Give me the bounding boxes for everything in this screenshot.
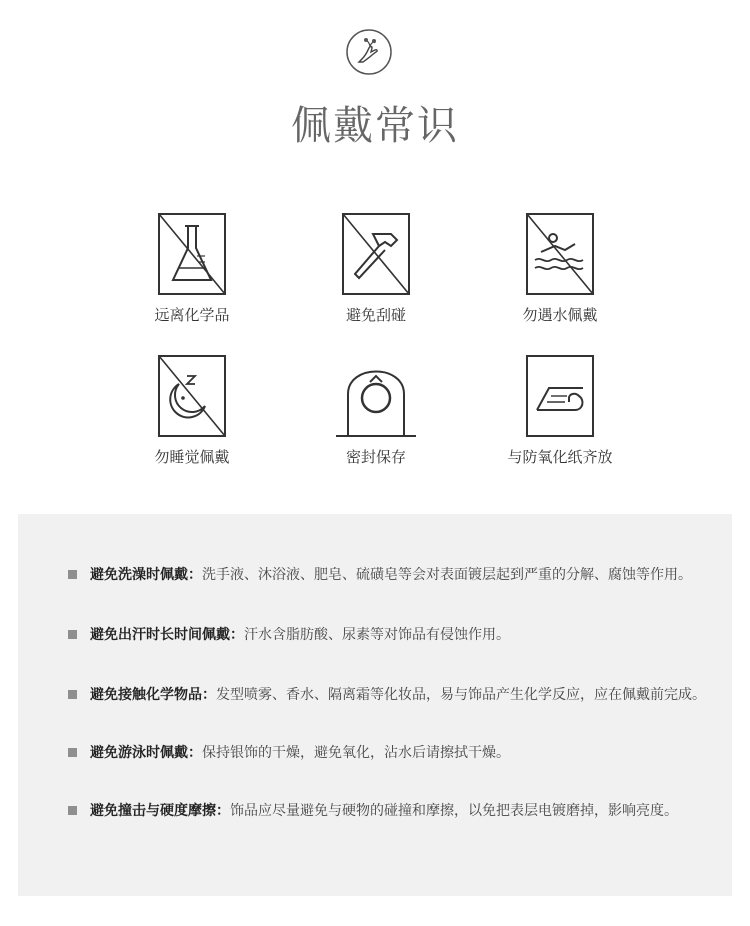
tip-no-sleeping xyxy=(112,354,272,474)
tip-no-water xyxy=(480,212,640,332)
note-heading: 避免出汗时长时间佩戴： xyxy=(90,627,244,643)
note-item xyxy=(68,684,718,706)
note-heading: 避免撞击与硬度摩擦： xyxy=(90,803,230,819)
note-body: 保持银饰的干燥，避免氧化，沾水后请擦拭干燥。 xyxy=(202,745,510,761)
tip-anti-oxidation-paper xyxy=(480,354,640,474)
tip-no-chemicals xyxy=(112,212,272,332)
sealed-ring-icon xyxy=(326,354,426,438)
note-item xyxy=(68,624,718,646)
note-body: 发型喷雾、香水、隔离霜等化妆品，易与饰品产生化学反应，应在佩戴前完成。 xyxy=(216,687,706,703)
no-sleeping-icon xyxy=(157,354,227,438)
icon-label: 勿遇水佩戴 xyxy=(522,306,598,324)
no-chemicals-icon xyxy=(157,212,227,296)
icon-label: 避免刮碰 xyxy=(345,306,406,324)
note-item xyxy=(68,800,718,822)
care-notes-panel xyxy=(18,514,732,896)
square-bullet-icon xyxy=(68,690,77,699)
icon-label: 与防氧化纸齐放 xyxy=(507,448,613,466)
icon-label: 勿睡觉佩戴 xyxy=(154,448,230,466)
note-heading: 避免洗澡时佩戴： xyxy=(90,567,202,583)
note-heading: 避免接触化学物品： xyxy=(90,687,216,703)
note-item xyxy=(68,564,718,586)
square-bullet-icon xyxy=(68,570,77,579)
note-body: 洗手液、沐浴液、肥皂、硫磺皂等会对表面镀层起到严重的分解、腐蚀等作用。 xyxy=(202,567,692,583)
square-bullet-icon xyxy=(68,630,77,639)
square-bullet-icon xyxy=(68,806,77,815)
note-item xyxy=(68,742,718,764)
square-bullet-icon xyxy=(68,748,77,757)
note-body: 饰品应尽量避免与硬物的碰撞和摩擦，以免把表层电镀磨掉，影响亮度。 xyxy=(230,803,678,819)
anti-oxidation-paper-icon xyxy=(525,354,595,438)
tip-sealed-storage xyxy=(296,354,456,474)
note-heading: 避免游泳时佩戴： xyxy=(90,745,202,761)
icon-label: 远离化学品 xyxy=(154,306,230,324)
no-swimming-icon xyxy=(525,212,595,296)
page-title: 佩戴常识 xyxy=(291,103,459,149)
no-hammer-icon xyxy=(341,212,411,296)
tip-no-scratch xyxy=(296,212,456,332)
icon-label: 密封保存 xyxy=(345,448,406,466)
note-body: 汗水含脂肪酸、尿素等对饰品有侵蚀作用。 xyxy=(244,627,510,643)
hand-flower-logo-icon xyxy=(345,28,393,76)
